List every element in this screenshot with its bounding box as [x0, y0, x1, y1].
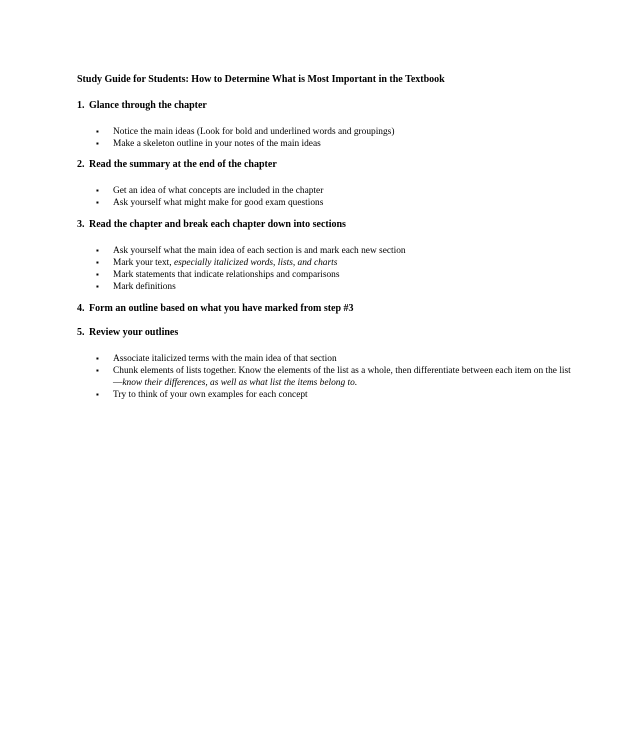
- list-item-italic-text: know their differences, as well as what list the items belong to.: [122, 378, 358, 388]
- list-item: [77, 389, 577, 401]
- bullet-icon: ▪: [96, 258, 99, 267]
- list-item-text: Get an idea of what concepts are included in the chapter: [113, 186, 324, 196]
- list-item-text: Try to think of your own examples for each concept: [113, 390, 308, 400]
- section-heading: [77, 303, 577, 315]
- bullet-icon: ▪: [96, 127, 99, 136]
- bullet-icon: ▪: [96, 282, 99, 291]
- section-heading-text: Glance through the chapter: [89, 100, 207, 111]
- bullet-icon: ▪: [96, 246, 99, 255]
- list-item-text: Make a skeleton outline in your notes of the main ideas: [113, 139, 321, 149]
- list-item: [77, 197, 577, 209]
- list-item: [77, 281, 577, 293]
- list-item-italic-text: especially italicized words, lists, and charts: [173, 258, 338, 268]
- section-number: 2.: [77, 159, 85, 170]
- list-item-text: Notice the main ideas (Look for bold and underlined words and groupings): [113, 127, 395, 137]
- section-heading-text: Form an outline based on what you have marked from step #3: [89, 303, 354, 314]
- list-item-text: Mark your text,: [113, 258, 174, 268]
- section-heading: [77, 100, 577, 112]
- section-heading: [77, 327, 577, 339]
- list-item-text: Mark definitions: [113, 282, 176, 292]
- list-item-text: Mark statements that indicate relationships and comparisons: [113, 270, 340, 280]
- list-item-text: Ask yourself what the main idea of each section is and mark each new section: [113, 246, 406, 256]
- bullet-icon: ▪: [96, 390, 99, 399]
- list-item: [77, 245, 577, 257]
- list-item: [77, 257, 577, 269]
- section-heading-text: Read the summary at the end of the chapter: [89, 159, 277, 170]
- list-item: [77, 138, 577, 150]
- bullet-icon: ▪: [96, 186, 99, 195]
- section-heading-text: Read the chapter and break each chapter down into sections: [89, 219, 346, 230]
- list-item: [77, 365, 577, 389]
- section-number: 4.: [77, 303, 85, 314]
- section-heading: [77, 159, 577, 171]
- bullet-list: [77, 245, 577, 293]
- bullet-list: [77, 353, 577, 401]
- section-1: [77, 100, 577, 150]
- section-3: [77, 219, 577, 293]
- bullet-list: [77, 185, 577, 209]
- bullet-icon: ▪: [96, 198, 99, 207]
- section-5: [77, 327, 577, 401]
- bullet-icon: ▪: [96, 139, 99, 148]
- list-item: [77, 185, 577, 197]
- section-number: 1.: [77, 100, 85, 111]
- list-item: [77, 353, 577, 365]
- section-heading: [77, 219, 577, 231]
- list-item-text: Associate italicized terms with the main idea of that section: [113, 354, 337, 364]
- document-title: Study Guide for Students: How to Determine What is Most Important in the Textbook: [77, 74, 445, 85]
- list-item: [77, 269, 577, 281]
- section-4: [77, 303, 577, 329]
- section-heading-text: Review your outlines: [89, 327, 179, 338]
- section-number: 5.: [77, 327, 85, 338]
- bullet-icon: ▪: [96, 354, 99, 363]
- list-item-text: Ask yourself what might make for good exam questions: [113, 198, 324, 208]
- list-item-text: Chunk elements of lists together. Know the elements of the list as a whole, then differentiate between each item on the list—: [113, 366, 571, 388]
- section-2: [77, 159, 577, 209]
- bullet-list: [77, 126, 577, 150]
- bullet-icon: ▪: [96, 366, 99, 375]
- list-item: [77, 126, 577, 138]
- bullet-icon: ▪: [96, 270, 99, 279]
- section-number: 3.: [77, 219, 85, 230]
